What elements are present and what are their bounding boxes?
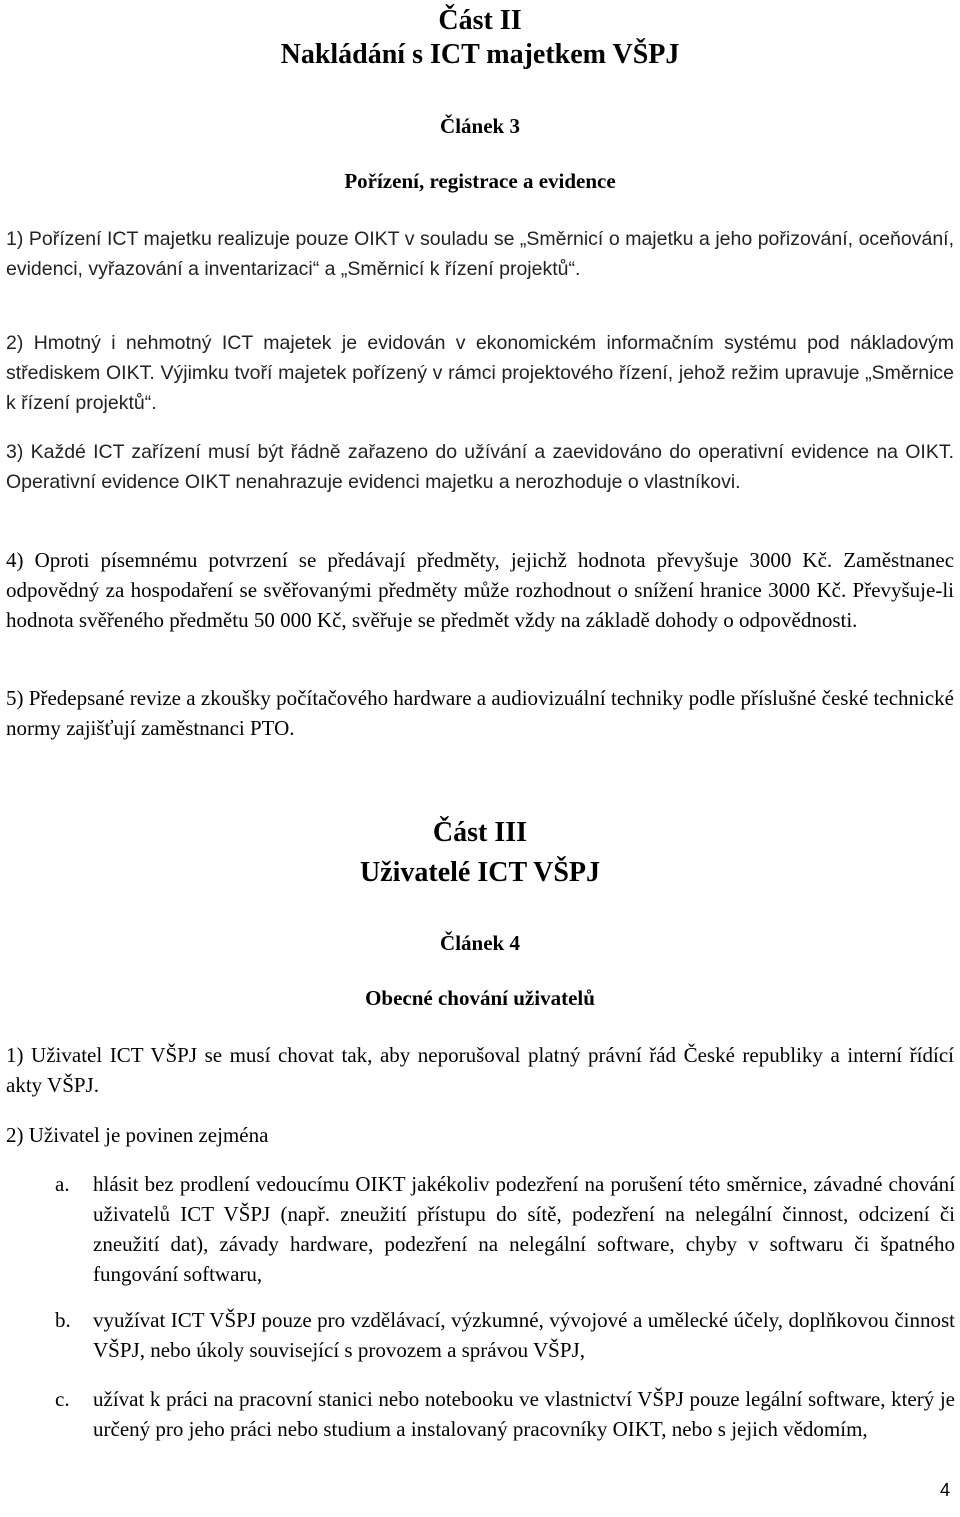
paragraph [6,328,954,418]
paragraph-text: Hmotný i nehmotný ICT majetek je evidován v ekonomickém informačním systému pod nákladovým střediskem OIKT. [6,332,954,384]
paragraph [6,1040,954,1100]
article-title: Obecné chování uživatelů [365,986,595,1010]
paragraph-text: Pořízení ICT majetku realizuje pouze OIKT v souladu se „Směrnicí o majetku a jeho pořizování, oceňování, evidenci, vyřazování a inventarizaci“ a „Směrnicí k řízení projektů“. [6,228,954,280]
paragraph-text: Každé ICT zařízení musí být řádně zařazeno do užívání a zaevidováno do operativní evidence na OIKT. [30,441,955,463]
paragraph-text: Výjimku tvoří majetek pořízený v rámci projektového řízení, jehož režim upravuje „Směrnice k řízení projektů“. [6,362,954,414]
paragraph-number: 2) [6,1123,24,1147]
paragraph-number: 5) [6,686,24,710]
list-item-text: využívat ICT VŠPJ pouze pro vzdělávací, výzkumné, vývojové a umělecké účely, doplňkovou činnost VŠPJ, nebo úkoly související s provozem a správou VŠPJ, [93,1308,955,1362]
paragraph-text: Uživatel ICT VŠPJ se musí chovat tak, aby neporušoval platný právní řád České republiky a interní řídící akty VŠPJ. [6,1043,954,1097]
list-item [55,1169,955,1289]
paragraph-number: 4) [6,548,24,572]
paragraph [6,437,954,497]
article-heading: Článek 3 [440,114,520,138]
paragraph-number: 2) [6,332,24,354]
part-subtitle: Uživatelé ICT VŠPJ [359,857,601,888]
paragraph-text: Převyšuje-li hodnota svěřeného předmětu 50 000 Kč, svěřuje se předmět vždy na základě dohody o odpovědnosti. [6,578,954,632]
page-number: 4 [939,1480,950,1500]
paragraph-number: 1) [6,1043,24,1067]
paragraph-text: Operativní evidence OIKT nenahrazuje evidenci majetku a nerozhoduje o vlastníkovi. [6,471,741,493]
paragraph-text: Předepsané revize a zkoušky počítačového hardware a audiovizuální techniky podle příslušné české technické normy zajišťují zaměstnanci PTO. [6,686,955,740]
paragraph-number: 3) [6,441,24,463]
article-title: Pořízení, registrace a evidence [344,169,616,193]
paragraph-number: 1) [6,228,24,250]
paragraph [6,683,954,743]
list-item [55,1384,955,1444]
list-item-text: hlásit bez prodlení vedoucímu OIKT jakékoliv podezření na porušení této směrnice, závadné chování uživatelů ICT VŠPJ (např. zneužití přístupu do sítě, podezření na nelegální činnost, odcizení či zneužití dat), závady hardware, podezření na nelegální software, chyby v softwaru či špatného fungování softwaru, [93,1172,955,1286]
part-title: Část III [432,817,528,848]
paragraph [6,545,954,635]
list-item-marker: a. [55,1172,70,1196]
part-title: Část II [438,5,522,36]
list-item-text: užívat k práci na pracovní stanici nebo notebooku ve vlastnictví VŠPJ pouze legální software, který je určený pro jeho práci nebo studium a instalovaný pracovníky OIKT, nebo s jejich vědomím, [93,1387,955,1441]
list-item [55,1305,955,1365]
paragraph [6,224,954,284]
paragraph [6,1120,954,1150]
part-subtitle: Nakládání s ICT majetkem VŠPJ [280,39,680,70]
list-item-marker: c. [55,1387,70,1411]
article-heading: Článek 4 [440,931,520,955]
paragraph-text: Oproti písemnému potvrzení se předávají předměty, jejichž hodnota převyšuje 3000 Kč. Zaměstnanec odpovědný za hospodaření se svěřovanými předměty může rozhodnout o snížení hranice 3000 Kč. [6,548,955,602]
list-item-marker: b. [55,1308,71,1332]
paragraph-text: Uživatel je povinen zejména [28,1123,269,1147]
